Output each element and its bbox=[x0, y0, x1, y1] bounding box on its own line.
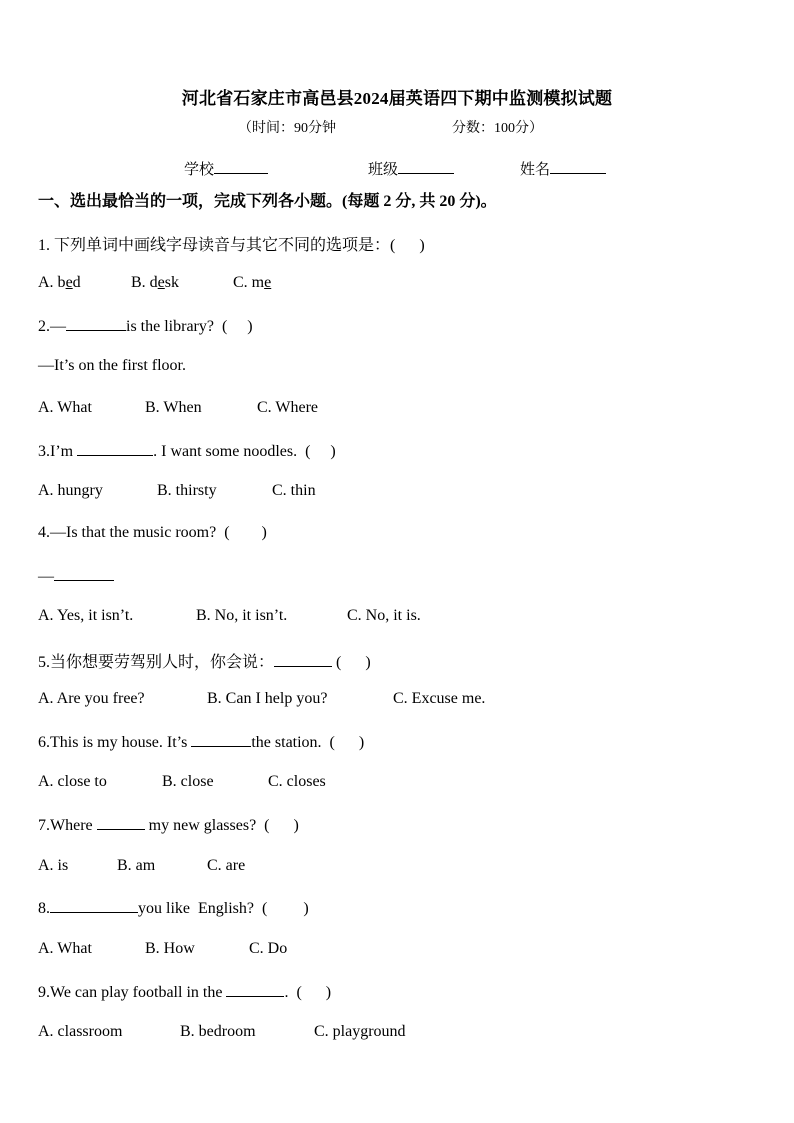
q8-option-b[interactable]: B. How bbox=[145, 940, 195, 957]
q7-option-a[interactable]: A. is bbox=[38, 857, 69, 874]
q2-option-c[interactable]: C. Where bbox=[257, 399, 319, 416]
q8-blank[interactable] bbox=[50, 898, 138, 913]
q1-option-b[interactable] bbox=[131, 274, 179, 292]
q5-option-b[interactable]: B. Can I help you? bbox=[207, 690, 328, 707]
class-field bbox=[368, 158, 454, 179]
q3-option-b[interactable]: B. thirsty bbox=[157, 482, 217, 499]
question-4-answer-line bbox=[38, 566, 114, 586]
q4-option-a[interactable]: A. Yes, it isn’t. bbox=[38, 607, 134, 624]
q5-option-a[interactable]: A. Are you free? bbox=[38, 690, 145, 707]
question-3-stem bbox=[38, 441, 336, 461]
q9-post: . ( ) bbox=[284, 984, 332, 1001]
q7-pre: 7.Where bbox=[38, 817, 97, 834]
q9-option-c[interactable]: C. playground bbox=[314, 1023, 406, 1040]
q1-b-underlined: e bbox=[157, 274, 165, 291]
q4-dash: — bbox=[38, 568, 54, 585]
q1-a-text: A. b bbox=[38, 274, 66, 291]
q3-blank[interactable] bbox=[77, 441, 153, 456]
q6-blank[interactable] bbox=[191, 732, 251, 747]
q2-option-b[interactable]: B. When bbox=[145, 399, 202, 416]
q8-pre: 8. bbox=[38, 900, 50, 917]
q1-c-text: C. m bbox=[233, 274, 265, 291]
question-6-stem bbox=[38, 732, 364, 752]
school-label: 学校 bbox=[184, 162, 215, 178]
exam-title: 河北省石家庄市高邑县2024届英语四下期中监测模拟试题 bbox=[181, 89, 613, 108]
name-blank[interactable] bbox=[550, 159, 606, 174]
section-heading: 一、选出最恰当的一项，完成下列各小题。(每题 2 分, 共 20 分)。 bbox=[38, 193, 497, 210]
q9-blank[interactable] bbox=[226, 982, 284, 997]
q1-option-c[interactable] bbox=[233, 274, 271, 292]
q7-post: my new glasses? ( ) bbox=[144, 817, 299, 834]
q9-pre: 9.We can play football in the bbox=[38, 984, 227, 1001]
class-label: 班级 bbox=[368, 162, 399, 178]
q1-c-underlined: e bbox=[264, 274, 272, 291]
q2-blank[interactable] bbox=[66, 316, 126, 331]
question-4-stem: 4.—Is that the music room? ( ) bbox=[38, 524, 267, 541]
name-label: 姓名 bbox=[520, 162, 551, 178]
exam-time: （时间：90分钟 bbox=[238, 121, 336, 136]
q5-option-c[interactable]: C. Excuse me. bbox=[393, 690, 486, 707]
question-2-stem bbox=[38, 316, 253, 336]
q2-post: is the library? ( ) bbox=[126, 318, 253, 335]
q9-option-a[interactable]: A. classroom bbox=[38, 1023, 123, 1040]
q4-option-b[interactable]: B. No, it isn’t. bbox=[196, 607, 288, 624]
question-9-stem bbox=[38, 982, 331, 1002]
q6-option-b[interactable]: B. close bbox=[162, 773, 214, 790]
q6-post: the station. ( ) bbox=[251, 734, 365, 751]
school-field bbox=[184, 158, 268, 179]
q3-pre: 3.I’m bbox=[38, 443, 78, 460]
q8-option-a[interactable]: A. What bbox=[38, 940, 92, 957]
q1-option-a[interactable] bbox=[38, 274, 81, 292]
q2-pre: 2.— bbox=[38, 318, 66, 335]
q6-pre: 6.This is my house. It’s bbox=[38, 734, 192, 751]
q5-pre: 5.当你想要劳驾别人时，你会说： bbox=[38, 654, 275, 671]
q1-b-text-end: sk bbox=[164, 274, 180, 291]
question-7-stem bbox=[38, 815, 299, 835]
q3-option-c[interactable]: C. thin bbox=[272, 482, 316, 499]
q2-option-a[interactable]: A. What bbox=[38, 399, 92, 416]
q4-option-c[interactable]: C. No, it is. bbox=[347, 607, 421, 624]
question-8-stem bbox=[38, 898, 309, 918]
q7-option-b[interactable]: B. am bbox=[117, 857, 156, 874]
q6-option-a[interactable]: A. close to bbox=[38, 773, 107, 790]
school-blank[interactable] bbox=[214, 159, 268, 174]
exam-score: 分数：100分） bbox=[452, 121, 543, 136]
q5-blank[interactable] bbox=[274, 652, 332, 667]
question-2-answer: —It’s on the first floor. bbox=[38, 357, 186, 374]
question-1-stem: 1. 下列单词中画线字母读音与其它不同的选项是：( ) bbox=[38, 237, 425, 254]
q1-b-text: B. d bbox=[131, 274, 158, 291]
q4-blank[interactable] bbox=[54, 566, 114, 581]
q3-post: . I want some noodles. ( ) bbox=[153, 443, 336, 460]
q3-option-a[interactable]: A. hungry bbox=[38, 482, 103, 499]
question-5-stem bbox=[38, 649, 371, 672]
q9-option-b[interactable]: B. bedroom bbox=[180, 1023, 256, 1040]
class-blank[interactable] bbox=[398, 159, 454, 174]
q8-post: you like English? ( ) bbox=[138, 900, 309, 917]
q6-option-c[interactable]: C. closes bbox=[268, 773, 326, 790]
q5-post: ( ) bbox=[332, 654, 371, 671]
q7-blank[interactable] bbox=[97, 815, 145, 830]
q8-option-c[interactable]: C. Do bbox=[249, 940, 288, 957]
name-field bbox=[520, 158, 606, 179]
q7-option-c[interactable]: C. are bbox=[207, 857, 246, 874]
q1-a-underlined: e bbox=[65, 274, 73, 291]
q1-a-text-end: d bbox=[72, 274, 81, 291]
